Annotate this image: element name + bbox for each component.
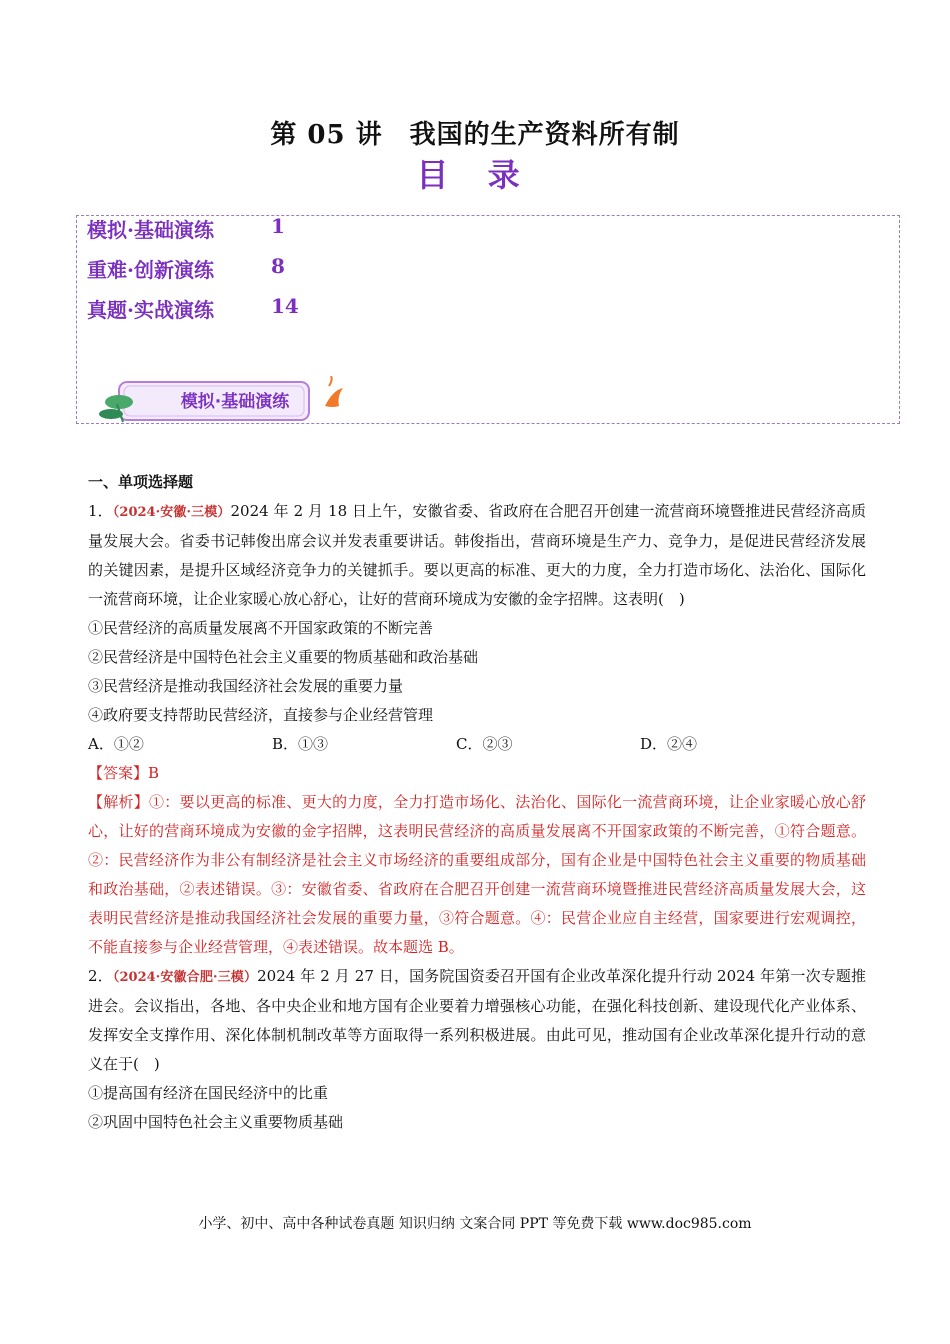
question-source: （2024·安徽·三模） xyxy=(112,505,231,520)
statement-item: ①提高国有经济在国民经济中的比重 xyxy=(88,1084,329,1102)
toc-box xyxy=(76,215,900,424)
toc-entry-label: 模拟·基础演练 xyxy=(87,218,214,242)
question-number: 1． xyxy=(88,502,113,520)
answer: 【答案】B xyxy=(88,764,160,782)
question-text: 2024 年 2 月 18 日上午，安徽省委、省政府在合肥召开创建一流营商环境暨推进民营经济高质量发展大会。省委书记韩俊出席会议并发表重要讲话。韩俊指出，营商环境是生产力、竞争力，是促进民营经济发展的关键因素，是提升区域经济竞争力的关键抓手。要以更高的标准、更大的力度，全力打造市场化、法治化、国际化一流营商环境，让企业家暖心放心舒心，让好的营商环境成为安徽的金字招牌。这表明( ) xyxy=(88,502,867,608)
statement-item: ①民营经济的高质量发展离不开国家政策的不断完善 xyxy=(88,619,434,637)
option-c[interactable]: C．②③ xyxy=(456,735,513,753)
toc-entry[interactable] xyxy=(87,254,285,283)
answer-options xyxy=(88,730,866,759)
toc-entry[interactable] xyxy=(87,294,299,323)
option-d[interactable]: D．②④ xyxy=(640,735,698,753)
statement-item: ②民营经济是中国特色社会主义重要的物质基础和政治基础 xyxy=(88,648,479,666)
question-source: （2024·安徽合肥·三模） xyxy=(112,970,258,985)
toc-entry-label: 重难·创新演练 xyxy=(87,258,214,282)
question-text: 2024 年 2 月 27 日，国务院国资委召开国有企业改革深化提升行动 2024 年第一次专题推进会。会议指出，各地、各中央企业和地方国有企业要着力增强核心功能，在强化科技创新、建设现代化产业体系、发挥安全支撑作用、深化体制机制改革等方面取得一系列积极进展。由此可见，推动国有企业改革深化提升行动的意义在于( ) xyxy=(88,967,867,1073)
statement-item: ③民营经济是推动我国经济社会发展的重要力量 xyxy=(88,677,404,695)
toc-entry-page: 14 xyxy=(271,294,299,318)
toc-entry-page: 1 xyxy=(271,214,285,238)
toc-entry-label: 真题·实战演练 xyxy=(87,298,214,322)
section-banner xyxy=(97,376,347,426)
question-2-stem xyxy=(88,962,866,1079)
question-1-stem xyxy=(88,497,866,614)
analysis: 【解析】①：要以更高的标准、更大的力度，全力打造市场化、法治化、国际化一流营商环境，让企业家暖心放心舒心，让好的营商环境成为安徽的金字招牌，这表明民营经济的高质量发展离不开国家政策的不断完善，①符合题意。②：民营经济作为非公有制经济是社会主义市场经济的重要组成部分，国有企业是中国特色社会主义重要的物质基础和政治基础，②表述错误。③：安徽省委、省政府在合肥召开创建一流营商环境暨推进民营经济高质量发展大会，这表明民营经济是推动我国经济社会发展的重要力量，③符合题意。④：民营企业应自主经营，国家要进行宏观调控，不能直接参与企业经营管理，④表述错误。故本题选 B。 xyxy=(88,793,866,956)
toc-heading: 目 录 xyxy=(416,156,534,194)
toc-entry[interactable] xyxy=(87,214,285,243)
section-heading: 一、单项选择题 xyxy=(88,473,194,491)
content xyxy=(88,468,866,1137)
koi-fish-icon xyxy=(325,376,343,407)
option-b[interactable]: B．①③ xyxy=(272,735,329,753)
banner-label: 模拟·基础演练 xyxy=(180,392,290,412)
toc-entry-page: 8 xyxy=(271,254,285,278)
page-footer: 小学、初中、高中各种试卷真题 知识归纳 文案合同 PPT 等免费下载 www.doc985.com xyxy=(198,1216,752,1232)
statement-item: ②巩固中国特色社会主义重要物质基础 xyxy=(88,1113,344,1131)
question-number: 2． xyxy=(88,967,113,985)
statement-item: ④政府要支持帮助民营经济，直接参与企业经营管理 xyxy=(88,706,434,724)
option-a[interactable]: A．①② xyxy=(88,735,144,753)
page-title: 第 05 讲 我国的生产资料所有制 xyxy=(270,120,680,150)
